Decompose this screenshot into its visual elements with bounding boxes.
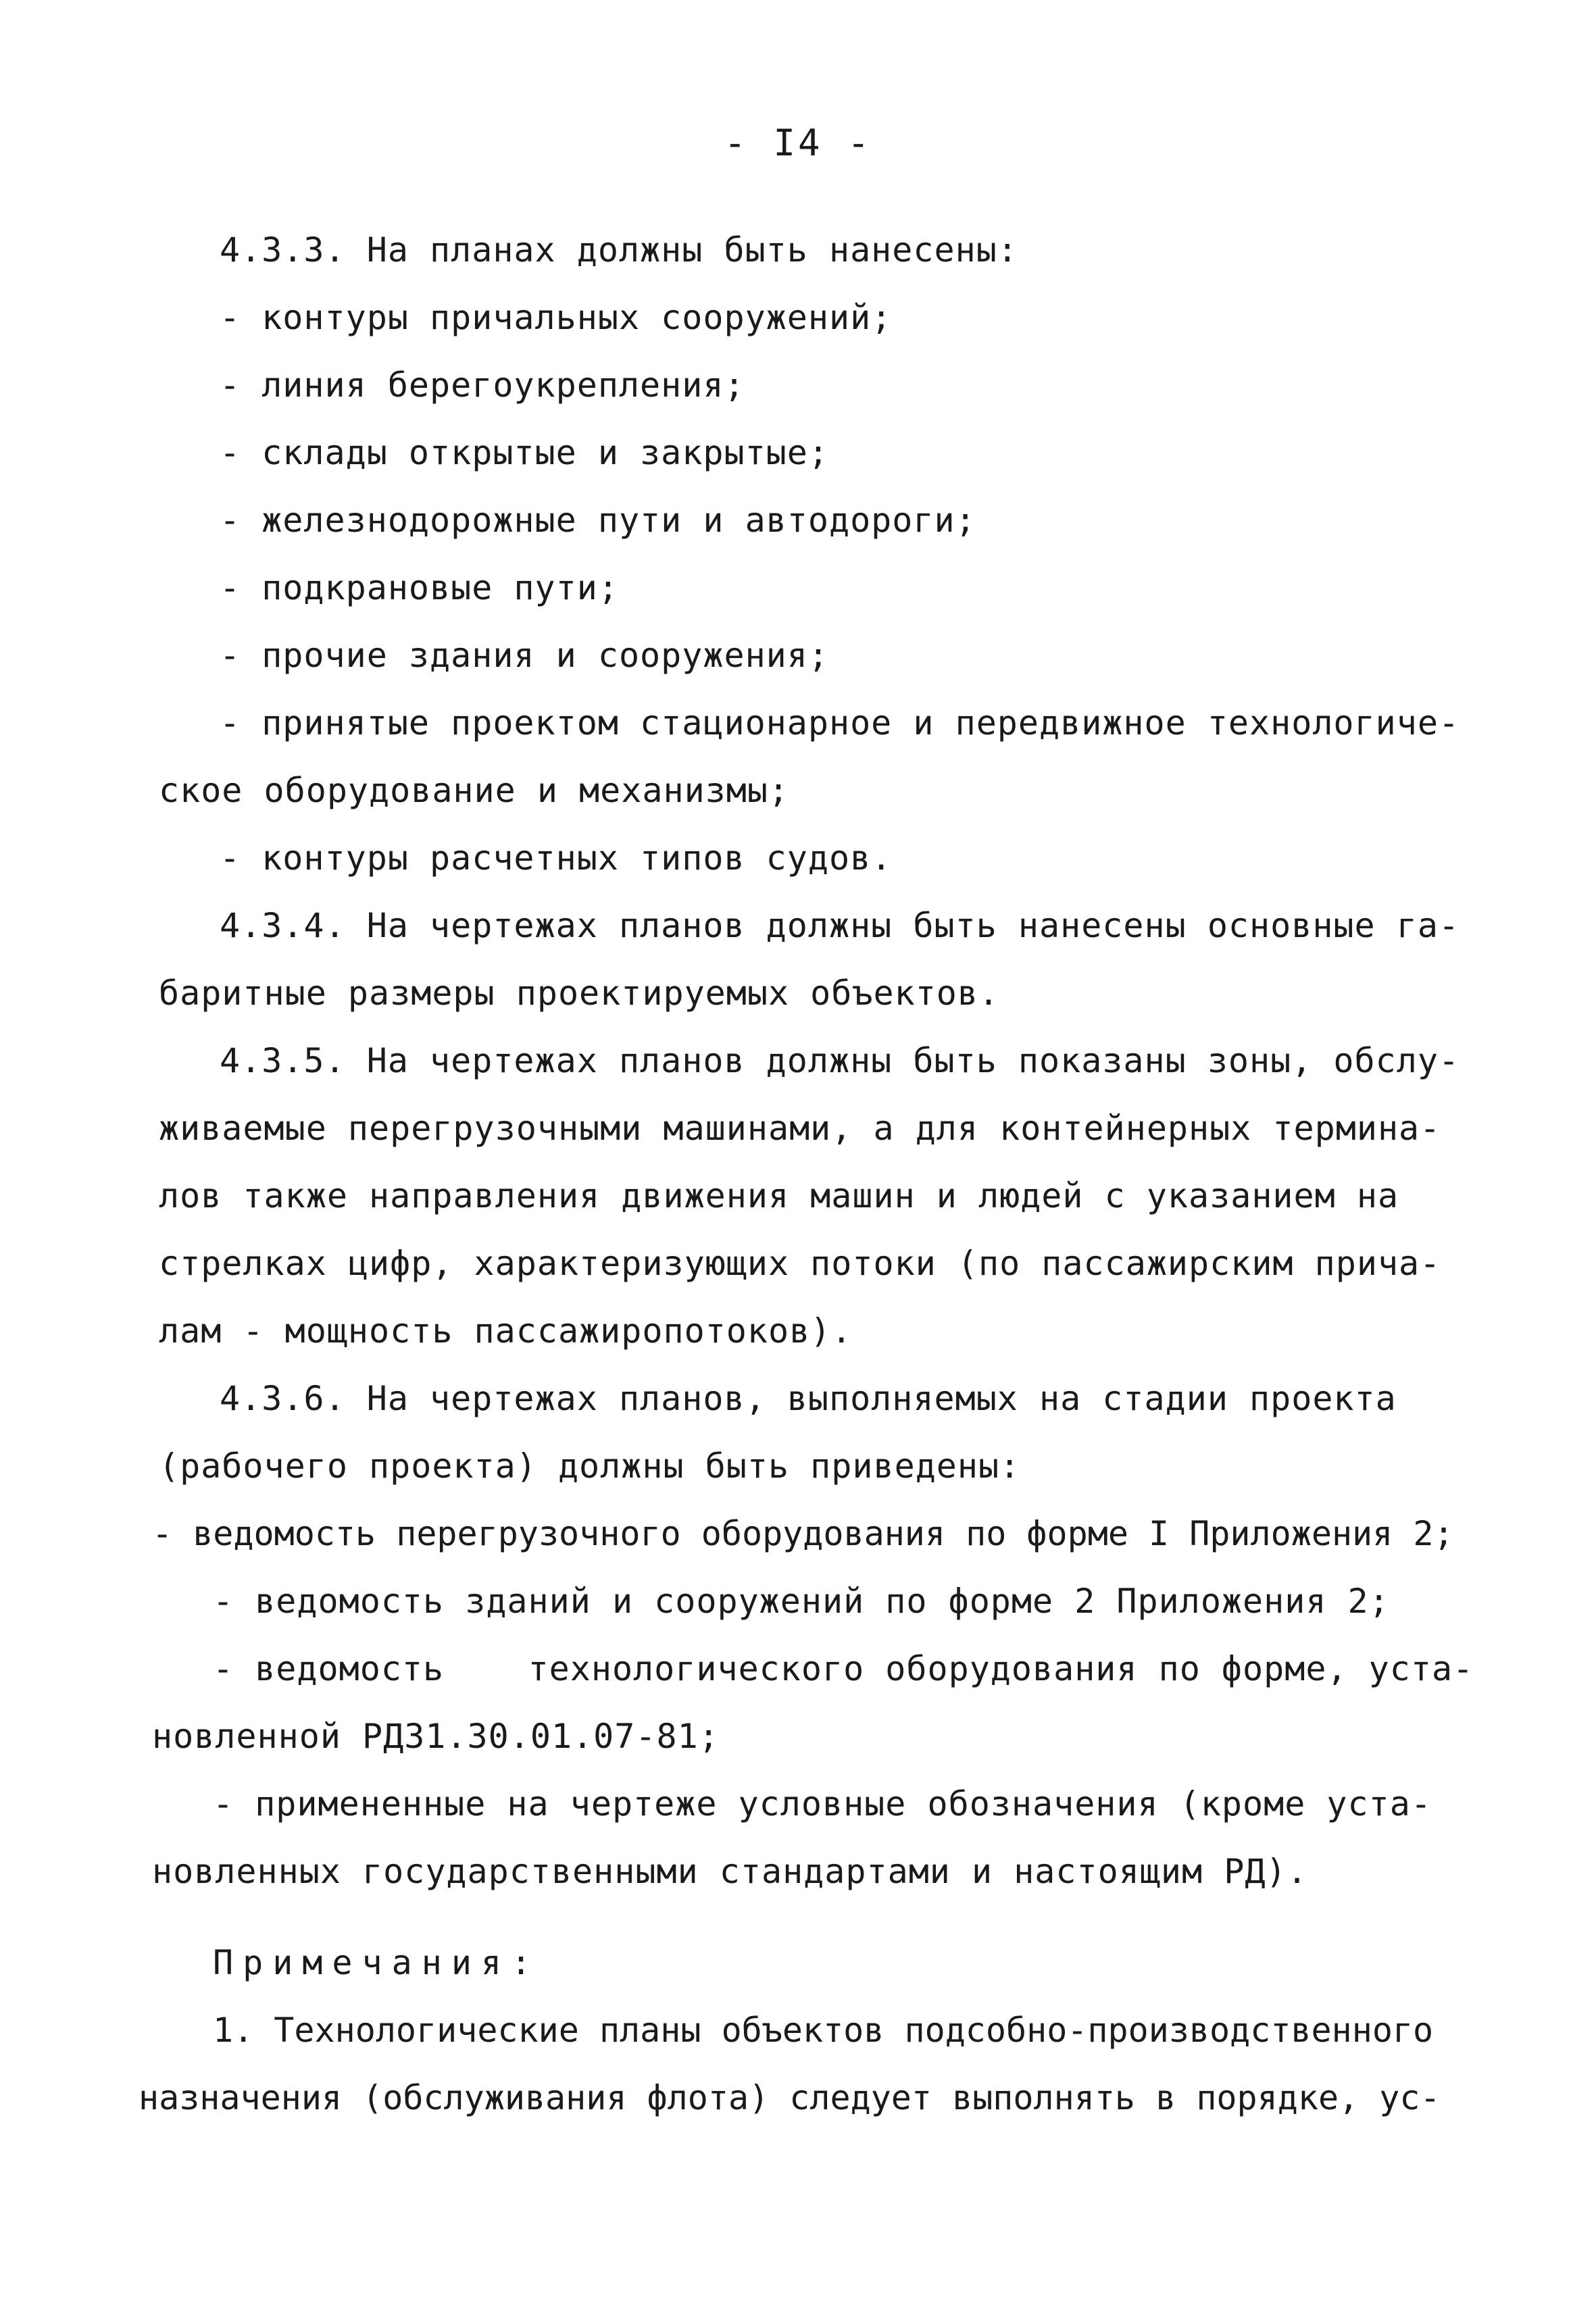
list-item: - линия берегоукрепления; [220,366,745,405]
list-item: - принятые проектом стационарное и передвижное технологиче- [220,703,1460,743]
list-item: - ведомость зданий и сооружений по форме 2 Приложения 2; [213,1582,1390,1621]
notes-heading: Примечания: [213,1943,541,1982]
text-line: лов также направления движения машин и людей с указанием на [159,1176,1399,1215]
list-item: - подкрановые пути; [220,568,619,607]
text-line: 4.3.6. На чертежах планов, выполняемых на стадии проекта [220,1379,1397,1418]
page-number: - I4 - [724,122,872,164]
text-line: 4.3.4. На чертежах планов должны быть нанесены основные га- [220,906,1460,945]
text-line: стрелках цифр, характеризующих потоки (по пассажирским прича- [159,1244,1441,1283]
list-item: - примененные на чертеже условные обозначения (кроме уста- [213,1784,1432,1823]
text-line: назначения (обслуживания флота) следует выполнять в порядке, ус- [139,2078,1441,2117]
text-line: 4.3.5. На чертежах планов должны быть показаны зоны, обслу- [220,1041,1460,1080]
text-line: 4.3.3. На планах должны быть нанесены: [220,230,1018,270]
list-item: - контуры расчетных типов судов. [220,838,893,878]
list-item: - склады открытые и закрытые; [220,433,829,472]
text-line: ское оборудование и механизмы; [159,771,790,810]
list-item: - ведомость перегрузочного оборудования по форме I Приложения 2; [152,1514,1454,1553]
text-line: лам - мощность пассажиропотоков). [159,1311,853,1351]
text-line: баритные размеры проектируемых объектов. [159,974,1000,1013]
list-item: - контуры причальных сооружений; [220,298,893,337]
text-line: новленных государственными стандартами и настоящим РД). [152,1852,1308,1891]
list-item: - прочие здания и сооружения; [220,636,829,675]
text-line: (рабочего проекта) должны быть приведены: [159,1447,1021,1486]
text-line: новленной РД31.30.01.07-81; [152,1717,720,1756]
text-line: живаемые перегрузочными машинами, а для контейнерных термина- [159,1109,1441,1148]
list-item: - ведомость технологического оборудования по форме, уста- [213,1649,1474,1688]
note-item: 1. Технологические планы объектов подсобно-производственного [213,2011,1434,2050]
list-item: - железнодорожные пути и автодороги; [220,501,976,540]
